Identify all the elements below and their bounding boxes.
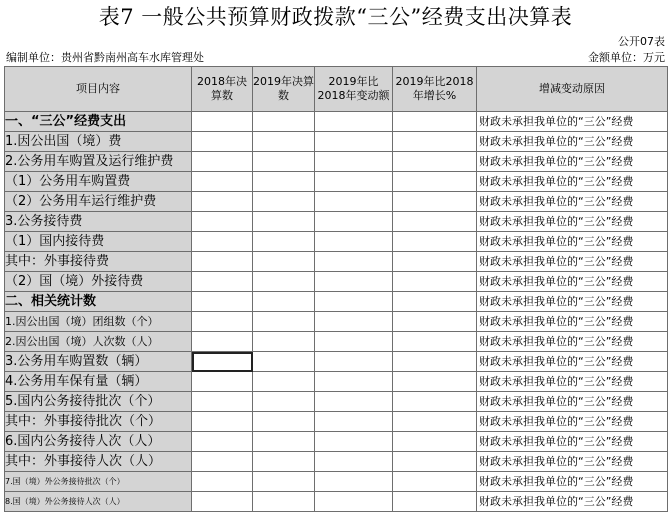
row-label[interactable]: 二、相关统计数 [5, 292, 192, 312]
table-row [5, 472, 668, 492]
cell-change[interactable] [315, 232, 393, 252]
expense-table [4, 66, 668, 512]
cell-growth[interactable] [393, 352, 477, 372]
cell-growth[interactable] [393, 112, 477, 132]
header-2019[interactable]: 2019年决算数 [253, 67, 315, 112]
cell-2018[interactable] [192, 412, 253, 432]
row-label[interactable]: 4.公务用车保有量（辆） [5, 372, 192, 392]
cell-2019[interactable] [253, 332, 315, 352]
cell-reason[interactable]: 财政未承担我单位的“三公”经费 [477, 132, 668, 152]
cell-growth[interactable] [393, 212, 477, 232]
cell-2019[interactable] [253, 232, 315, 252]
cell-2018[interactable] [192, 272, 253, 292]
table-row [5, 412, 668, 432]
row-label[interactable]: 8.国（境）外公务接待人次（人） [5, 492, 192, 512]
cell-change[interactable] [315, 432, 393, 452]
table-number: 公开07表 [618, 35, 665, 48]
cell-2019[interactable] [253, 292, 315, 312]
cell-2019[interactable] [253, 372, 315, 392]
cell-change[interactable] [315, 132, 393, 152]
table-row [5, 452, 668, 472]
cell-growth[interactable] [393, 232, 477, 252]
cell-2019[interactable] [253, 412, 315, 432]
row-label[interactable]: 2.公务用车购置及运行维护费 [5, 152, 192, 172]
cell-2019[interactable] [253, 192, 315, 212]
table-row [5, 172, 668, 192]
cell-2018[interactable] [192, 392, 253, 412]
cell-2018[interactable] [192, 152, 253, 172]
table-row [5, 392, 668, 412]
cell-growth[interactable] [393, 292, 477, 312]
cell-2018[interactable] [192, 432, 253, 452]
table-row [5, 152, 668, 172]
cell-2019[interactable] [253, 492, 315, 512]
row-label[interactable]: （2）国（境）外接待费 [5, 272, 192, 292]
unit-label: 金额单位：万元 [588, 51, 665, 64]
table-row [5, 352, 668, 372]
cell-growth[interactable] [393, 132, 477, 152]
header-2018[interactable]: 2018年决算数 [192, 67, 253, 112]
table-row [5, 252, 668, 272]
cell-growth[interactable] [393, 492, 477, 512]
cell-change[interactable] [315, 472, 393, 492]
header-row [5, 67, 668, 112]
cell-growth[interactable] [393, 332, 477, 352]
cell-change[interactable] [315, 492, 393, 512]
cell-change[interactable] [315, 292, 393, 312]
table-row [5, 332, 668, 352]
cell-2018[interactable] [192, 312, 253, 332]
cell-2018[interactable] [192, 252, 253, 272]
row-label[interactable]: 其中：外事接待批次（个） [5, 412, 192, 432]
row-label[interactable]: 7.国（境）外公务接待批次（个） [5, 472, 192, 492]
cell-growth[interactable] [393, 372, 477, 392]
cell-reason[interactable]: 财政未承担我单位的“三公”经费 [477, 472, 668, 492]
selected-cell[interactable] [192, 352, 253, 372]
cell-reason[interactable]: 财政未承担我单位的“三公”经费 [477, 432, 668, 452]
table-row [5, 312, 668, 332]
cell-reason[interactable]: 财政未承担我单位的“三公”经费 [477, 272, 668, 292]
cell-change[interactable] [315, 392, 393, 412]
cell-growth[interactable] [393, 172, 477, 192]
cell-reason[interactable]: 财政未承担我单位的“三公”经费 [477, 492, 668, 512]
cell-2018[interactable] [192, 192, 253, 212]
cell-2018[interactable] [192, 112, 253, 132]
cell-change[interactable] [315, 252, 393, 272]
header-reason[interactable]: 增减变动原因 [477, 67, 668, 112]
cell-reason[interactable]: 财政未承担我单位的“三公”经费 [477, 172, 668, 192]
cell-change[interactable] [315, 112, 393, 132]
cell-2019[interactable] [253, 272, 315, 292]
cell-2019[interactable] [253, 312, 315, 332]
cell-reason[interactable]: 财政未承担我单位的“三公”经费 [477, 212, 668, 232]
cell-2019[interactable] [253, 452, 315, 472]
cell-change[interactable] [315, 212, 393, 232]
table-row [5, 132, 668, 152]
cell-2019[interactable] [253, 212, 315, 232]
cell-change[interactable] [315, 452, 393, 472]
row-label[interactable]: （2）公务用车运行维护费 [5, 192, 192, 212]
row-label[interactable]: 2.因公出国（境）人次数（人） [5, 332, 192, 352]
cell-reason[interactable]: 财政未承担我单位的“三公”经费 [477, 192, 668, 212]
cell-change[interactable] [315, 192, 393, 212]
cell-change[interactable] [315, 152, 393, 172]
row-label[interactable]: （1）国内接待费 [5, 232, 192, 252]
row-label[interactable]: 1.因公出国（境）费 [5, 132, 192, 152]
cell-growth[interactable] [393, 412, 477, 432]
cell-growth[interactable] [393, 192, 477, 212]
cell-2018[interactable] [192, 452, 253, 472]
cell-change[interactable] [315, 172, 393, 192]
header-item[interactable]: 项目内容 [5, 67, 192, 112]
cell-2019[interactable] [253, 352, 315, 372]
cell-2019[interactable] [253, 392, 315, 412]
cell-growth[interactable] [393, 452, 477, 472]
org-label: 编制单位：贵州省黔南州高车水库管理处 [6, 51, 204, 64]
cell-2019[interactable] [253, 172, 315, 192]
cell-change[interactable] [315, 372, 393, 392]
cell-reason[interactable]: 财政未承担我单位的“三公”经费 [477, 372, 668, 392]
row-label[interactable]: 1.因公出国（境）团组数（个） [5, 312, 192, 332]
cell-reason[interactable]: 财政未承担我单位的“三公”经费 [477, 412, 668, 432]
cell-reason[interactable]: 财政未承担我单位的“三公”经费 [477, 292, 668, 312]
table-row [5, 272, 668, 292]
table-row [5, 432, 668, 452]
cell-change[interactable] [315, 332, 393, 352]
cell-2019[interactable] [253, 252, 315, 272]
cell-reason[interactable]: 财政未承担我单位的“三公”经费 [477, 232, 668, 252]
cell-reason[interactable]: 财政未承担我单位的“三公”经费 [477, 112, 668, 132]
cell-change[interactable] [315, 352, 393, 372]
cell-growth[interactable] [393, 472, 477, 492]
cell-reason[interactable]: 财政未承担我单位的“三公”经费 [477, 312, 668, 332]
row-label[interactable]: 3.公务用车购置数（辆） [5, 352, 192, 372]
cell-reason[interactable]: 财政未承担我单位的“三公”经费 [477, 152, 668, 172]
cell-growth[interactable] [393, 432, 477, 452]
table-row [5, 232, 668, 252]
row-label[interactable]: 6.国内公务接待人次（人） [5, 432, 192, 452]
header-growth[interactable]: 2019年比2018年增长% [393, 67, 477, 112]
cell-change[interactable] [315, 312, 393, 332]
cell-change[interactable] [315, 412, 393, 432]
row-label[interactable]: 其中：外事接待费 [5, 252, 192, 272]
table-row [5, 492, 668, 512]
cell-growth[interactable] [393, 252, 477, 272]
cell-2018[interactable] [192, 292, 253, 312]
cell-2018[interactable] [192, 232, 253, 252]
row-label[interactable]: （1）公务用车购置费 [5, 172, 192, 192]
row-label[interactable]: 一、“三公”经费支出 [5, 112, 192, 132]
cell-2019[interactable] [253, 132, 315, 152]
cell-2018[interactable] [192, 492, 253, 512]
cell-2019[interactable] [253, 432, 315, 452]
cell-reason[interactable]: 财政未承担我单位的“三公”经费 [477, 352, 668, 372]
table-row [5, 192, 668, 212]
table-row [5, 372, 668, 392]
cell-growth[interactable] [393, 152, 477, 172]
cell-reason[interactable]: 财政未承担我单位的“三公”经费 [477, 252, 668, 272]
table-row [5, 292, 668, 312]
cell-2018[interactable] [192, 132, 253, 152]
cell-2018[interactable] [192, 172, 253, 192]
cell-2018[interactable] [192, 472, 253, 492]
cell-growth[interactable] [393, 272, 477, 292]
header-change[interactable]: 2019年比2018年变动额 [315, 67, 393, 112]
cell-reason[interactable]: 财政未承担我单位的“三公”经费 [477, 332, 668, 352]
table-row [5, 112, 668, 132]
cell-reason[interactable]: 财政未承担我单位的“三公”经费 [477, 452, 668, 472]
table-row [5, 212, 668, 232]
cell-change[interactable] [315, 272, 393, 292]
cell-2018[interactable] [192, 212, 253, 232]
cell-2019[interactable] [253, 152, 315, 172]
unit-row [0, 50, 671, 66]
cell-reason[interactable]: 财政未承担我单位的“三公”经费 [477, 392, 668, 412]
cell-2018[interactable] [192, 332, 253, 352]
cell-2019[interactable] [253, 472, 315, 492]
row-label[interactable]: 5.国内公务接待批次（个） [5, 392, 192, 412]
row-label[interactable]: 3.公务接待费 [5, 212, 192, 232]
cell-2018[interactable] [192, 372, 253, 392]
row-label[interactable]: 其中：外事接待人次（人） [5, 452, 192, 472]
table-title: 表7 一般公共预算财政拨款“三公”经费支出决算表 [98, 5, 573, 29]
cell-growth[interactable] [393, 392, 477, 412]
cell-growth[interactable] [393, 312, 477, 332]
cell-2019[interactable] [253, 112, 315, 132]
